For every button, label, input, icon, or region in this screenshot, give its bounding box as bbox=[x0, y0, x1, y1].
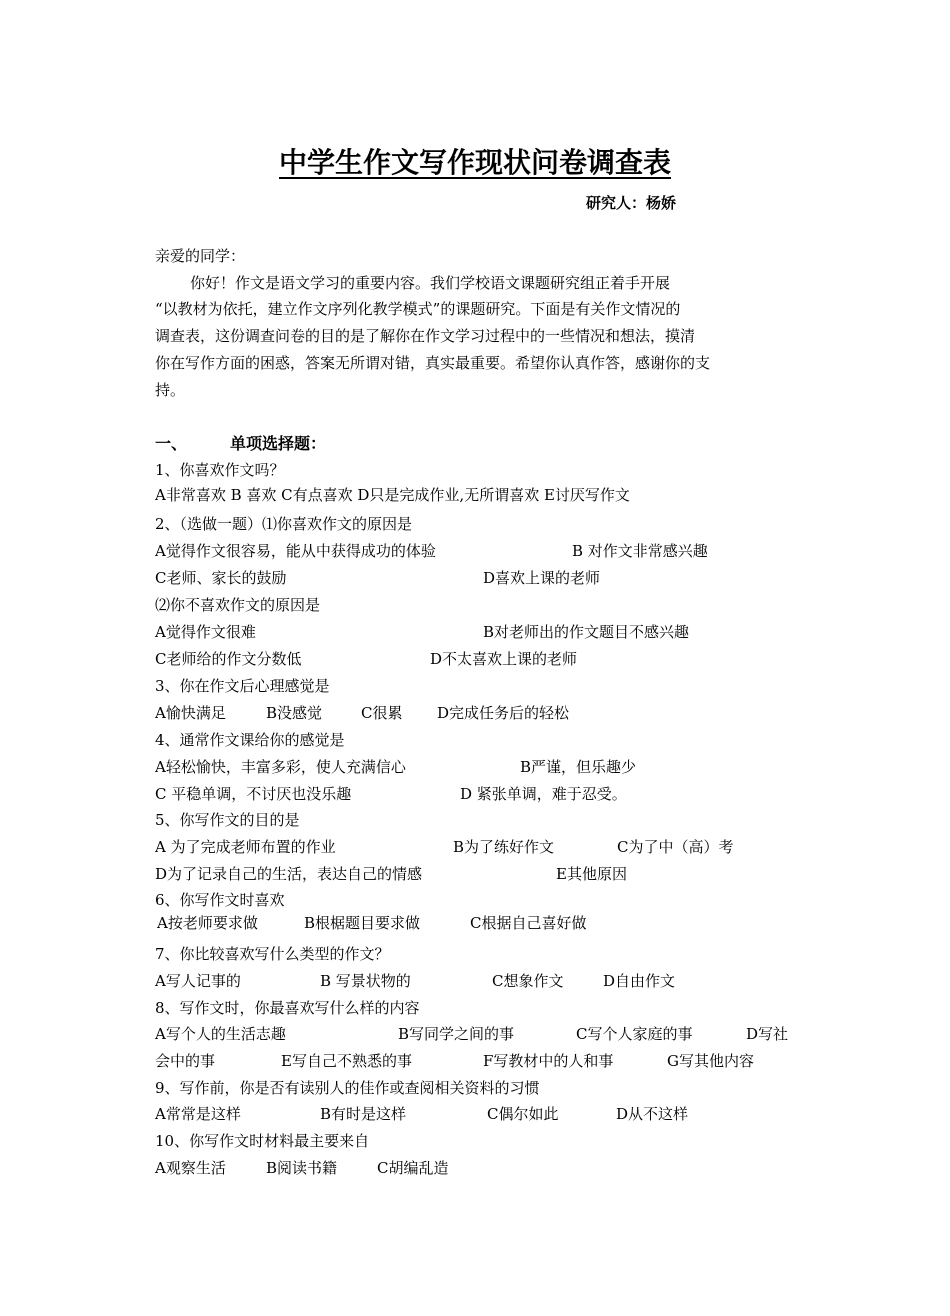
question-7: 7、你比较喜欢写什么类型的作文？ bbox=[155, 945, 390, 963]
q6-option-c: C根据自己喜好做 bbox=[470, 914, 587, 932]
q3-option-b: B没感觉 bbox=[266, 704, 323, 722]
question-9: 9、写作前，你是否有读别人的佳作或查阅相关资料的习惯 bbox=[155, 1079, 540, 1097]
q5-option-e: E其他原因 bbox=[556, 865, 627, 883]
q4-option-b: B严谨，但乐趣少 bbox=[520, 758, 637, 776]
q8-option-d: D写社 bbox=[746, 1025, 789, 1043]
q2-sub-option-d: D不太喜欢上课的老师 bbox=[430, 650, 578, 668]
q10-option-c: C胡编乱造 bbox=[377, 1159, 449, 1177]
question-3: 3、你在作文后心理感觉是 bbox=[155, 677, 330, 695]
q2-option-c: C老师、家长的鼓励 bbox=[155, 569, 287, 587]
question-10: 10、你写作文时材料最主要来自 bbox=[155, 1132, 370, 1150]
question-2-sub: ⑵你不喜欢作文的原因是 bbox=[155, 596, 321, 614]
q6-option-a: A按老师要求做 bbox=[157, 914, 258, 932]
q8-option-e: E写自己不熟悉的事 bbox=[281, 1052, 412, 1070]
q3-option-a: A愉快满足 bbox=[155, 704, 226, 722]
intro-line: “以教材为依托，建立作文序列化教学模式”的课题研究。下面是有关作文情况的 bbox=[155, 300, 681, 318]
q5-option-a: A 为了完成老师布置的作业 bbox=[155, 838, 336, 856]
q4-option-c: C 平稳单调，不讨厌也没乐趣 bbox=[155, 785, 352, 803]
question-4: 4、通常作文课给你的感觉是 bbox=[155, 731, 345, 749]
section-heading: 单项选择题： bbox=[230, 434, 327, 453]
page-title: 中学生作文写作现状问卷调查表 bbox=[278, 146, 671, 179]
q10-option-a: A观察生活 bbox=[155, 1159, 226, 1177]
q5-option-b: B为了练好作文 bbox=[453, 838, 555, 856]
question-6: 6、你写作文时喜欢 bbox=[155, 891, 285, 909]
section-number: 一、 bbox=[155, 434, 188, 453]
q5-option-d: D为了记录自己的生活，表达自己的情感 bbox=[155, 865, 423, 883]
q3-option-c: C很累 bbox=[361, 704, 403, 722]
q7-option-d: D自由作文 bbox=[603, 972, 676, 990]
q9-option-a: A常常是这样 bbox=[155, 1105, 241, 1123]
intro-line: 调查表，这份调查问卷的目的是了解你在作文学习过程中的一些情况和想法，摸清 bbox=[155, 327, 696, 345]
q9-option-c: C偶尔如此 bbox=[487, 1105, 559, 1123]
q2-option-d: D喜欢上课的老师 bbox=[483, 569, 601, 587]
question-2: 2、（选做一题）⑴你喜欢作文的原因是 bbox=[155, 515, 413, 533]
intro-line: 你好！作文是语文学习的重要内容。我们学校语文课题研究组正着手开展 bbox=[190, 274, 671, 292]
question-5: 5、你写作文的目的是 bbox=[155, 811, 300, 829]
q1-options: A非常喜欢 B 喜欢 C有点喜欢 D只是完成作业,无所谓喜欢 E讨厌写作文 bbox=[155, 486, 630, 504]
q8-option-g: G写其他内容 bbox=[667, 1052, 754, 1070]
q2-sub-option-c: C老师给的作文分数低 bbox=[155, 650, 302, 668]
q8-option-a: A写个人的生活志趣 bbox=[155, 1025, 286, 1043]
q8-option-c: C写个人家庭的事 bbox=[576, 1025, 693, 1043]
q6-option-b: B根椐题目要求做 bbox=[304, 914, 421, 932]
q7-option-c: C想象作文 bbox=[492, 972, 564, 990]
question-1: 1、你喜欢作文吗？ bbox=[155, 461, 285, 479]
question-8: 8、写作文时，你最喜欢写什么样的内容 bbox=[155, 999, 420, 1017]
q4-option-a: A轻松愉快，丰富多彩，使人充满信心 bbox=[155, 758, 406, 776]
researcher-line: 研究人：杨娇 bbox=[586, 194, 677, 212]
q8-option-b: B写同学之间的事 bbox=[398, 1025, 515, 1043]
intro-line: 你在写作方面的困惑，答案无所谓对错，真实最重要。希望你认真作答，感谢你的支 bbox=[155, 354, 711, 372]
q3-option-d: D完成任务后的轻松 bbox=[437, 704, 570, 722]
q9-option-d: D从不这样 bbox=[616, 1105, 689, 1123]
q2-option-b: B 对作文非常感兴趣 bbox=[572, 542, 708, 560]
q10-option-b: B阅读书籍 bbox=[266, 1159, 338, 1177]
q2-sub-option-b: B对老师出的作文题目不感兴趣 bbox=[483, 623, 690, 641]
q2-option-a: A觉得作文很容易，能从中获得成功的体验 bbox=[155, 542, 436, 560]
q9-option-b: B有时是这样 bbox=[320, 1105, 407, 1123]
intro-line: 持。 bbox=[155, 381, 186, 399]
q7-option-b: B 写景状物的 bbox=[320, 972, 411, 990]
q8-option-d-cont: 会中的事 bbox=[155, 1052, 216, 1070]
q5-option-c: C为了中（高）考 bbox=[617, 838, 734, 856]
q4-option-d: D 紧张单调，难于忍受。 bbox=[460, 785, 627, 803]
q7-option-a: A写人记事的 bbox=[155, 972, 241, 990]
greeting: 亲爱的同学： bbox=[155, 247, 246, 265]
q8-option-f: F写教材中的人和事 bbox=[483, 1052, 614, 1070]
q2-sub-option-a: A觉得作文很难 bbox=[155, 623, 256, 641]
